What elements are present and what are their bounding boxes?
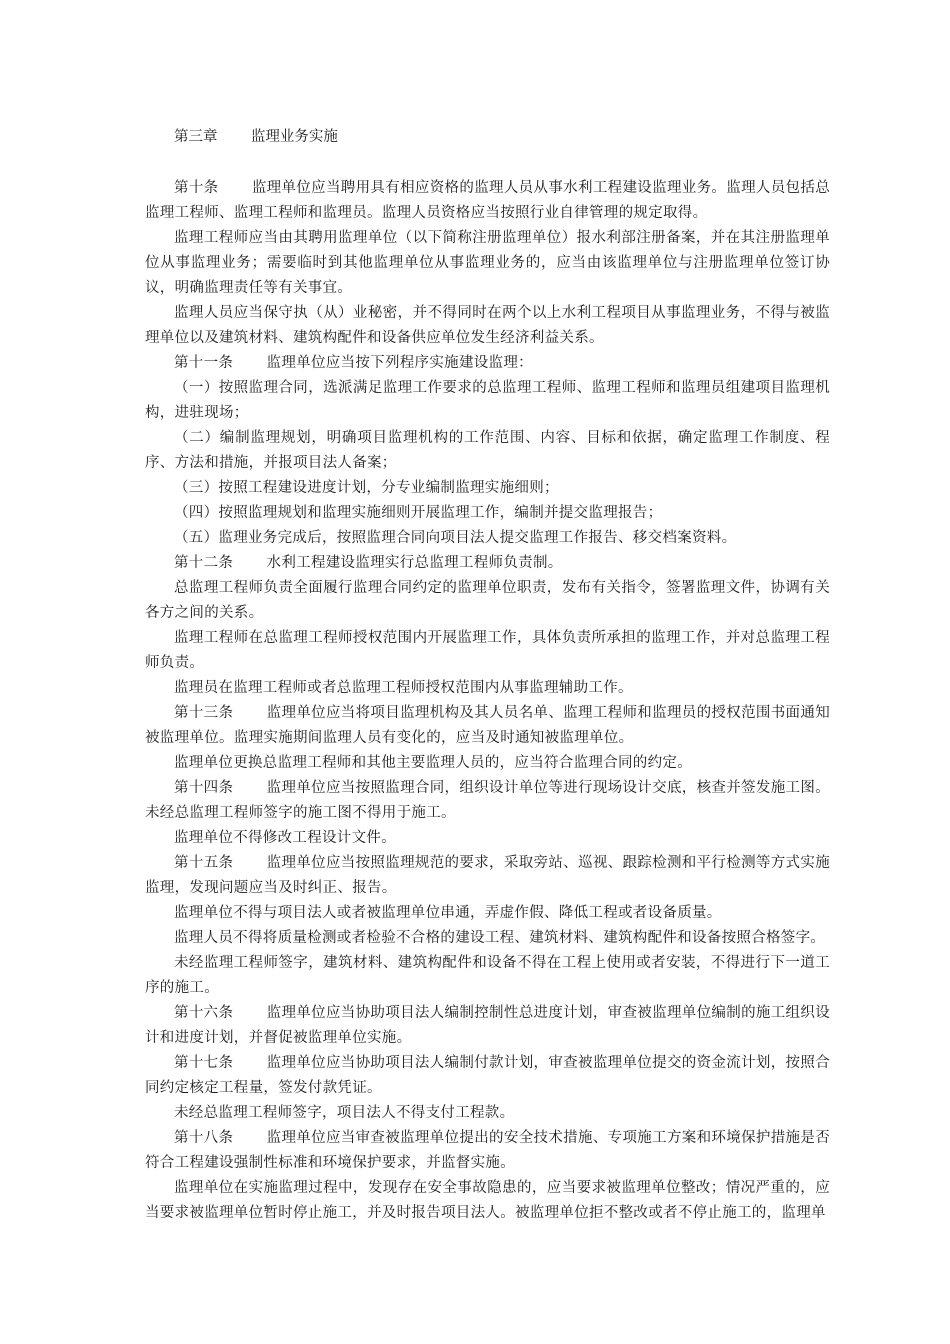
article-number: 第十六条 <box>174 1005 234 1021</box>
article-paragraph <box>145 626 830 676</box>
paragraph-text: 监理单位应当按下列程序实施建设监理： <box>266 355 533 371</box>
article-paragraph <box>145 826 830 851</box>
article-paragraph <box>145 476 830 501</box>
article-paragraph <box>145 1101 830 1126</box>
paragraph-text: 监理单位应当协助项目法人编制控制性总进度计划，审查被监理单位编制的施工组织设计和进度计划，并督促被监理单位实施。 <box>145 1005 830 1046</box>
chapter-heading <box>145 124 830 150</box>
article-paragraph <box>145 901 830 926</box>
paragraph-text: 监理单位更换总监理工程师和其他主要监理人员的，应当符合监理合同的约定。 <box>174 755 692 771</box>
article-number: 第十四条 <box>174 780 234 796</box>
document-body <box>145 176 830 1226</box>
article-paragraph <box>145 1126 830 1176</box>
article-paragraph <box>145 301 830 351</box>
article-paragraph <box>145 526 830 551</box>
article-number: 第十五条 <box>174 855 234 871</box>
paragraph-text: 水利工程建设监理实行总监理工程师负责制。 <box>266 555 563 571</box>
article-paragraph <box>145 226 830 301</box>
chapter-label: 第三章 <box>174 129 218 145</box>
article-paragraph <box>145 376 830 426</box>
paragraph-text: 监理工程师应当由其聘用监理单位（以下简称注册监理单位）报水利部注册备案，并在其注册监理单位从事监理业务；需要临时到其他监理单位从事监理业务的，应当由该监理单位与注册监理单位签订协议，明确监理责任等有关事宜。 <box>145 230 830 296</box>
paragraph-text: 监理人员不得将质量检测或者检验不合格的建设工程、建筑材料、建筑构配件和设备按照合格签字。 <box>174 930 826 946</box>
paragraph-text: 监理单位不得修改工程设计文件。 <box>174 830 396 846</box>
paragraph-text: 监理单位应当按照监理合同，组织设计单位等进行现场设计交底，核查并签发施工图。未经总监理工程师签字的施工图不得用于施工。 <box>145 780 830 821</box>
paragraph-text: 监理单位不得与项目法人或者被监理单位串通，弄虚作假、降低工程或者设备质量。 <box>174 905 722 921</box>
article-paragraph <box>145 176 830 226</box>
article-paragraph <box>145 576 830 626</box>
article-paragraph <box>145 1001 830 1051</box>
paragraph-text: （四）按照监理规划和监理实施细则开展监理工作，编制并提交监理报告； <box>174 505 663 521</box>
paragraph-text: 监理工程师在总监理工程师授权范围内开展监理工作，具体负责所承担的监理工作，并对总监理工程师负责。 <box>145 630 830 671</box>
paragraph-text: 监理员在监理工程师或者总监理工程师授权范围内从事监理辅助工作。 <box>174 680 633 696</box>
paragraph-text: 总监理工程师负责全面履行监理合同约定的监理单位职责，发布有关指令，签署监理文件，协调有关各方之间的关系。 <box>145 580 830 621</box>
article-number: 第十七条 <box>174 1055 234 1071</box>
paragraph-text: 未经总监理工程师签字，项目法人不得支付工程款。 <box>174 1105 515 1121</box>
paragraph-text: 监理单位应当审查被监理单位提出的安全技术措施、专项施工方案和环境保护措施是否符合工程建设强制性标准和环境保护要求，并监督实施。 <box>145 1130 830 1171</box>
paragraph-text: 监理单位应当聘用具有相应资格的监理人员从事水利工程建设监理业务。监理人员包括总监理工程师、监理工程师和监理员。监理人员资格应当按照行业自律管理的规定取得。 <box>145 180 830 221</box>
paragraph-text: 监理人员应当保守执（从）业秘密，并不得同时在两个以上水利工程项目从事监理业务，不得与被监理单位以及建筑材料、建筑构配件和设备供应单位发生经济利益关系。 <box>145 305 830 346</box>
article-number: 第十二条 <box>174 555 234 571</box>
article-number: 第十条 <box>174 180 219 196</box>
article-paragraph <box>145 751 830 776</box>
article-paragraph <box>145 426 830 476</box>
paragraph-text: （五）监理业务完成后，按照监理合同向项目法人提交监理工作报告、移交档案资料。 <box>174 530 737 546</box>
article-number: 第十三条 <box>174 705 234 721</box>
article-paragraph <box>145 501 830 526</box>
article-paragraph <box>145 351 830 376</box>
chapter-title: 监理业务实施 <box>250 129 338 145</box>
paragraph-text: （二）编制监理规划，明确项目监理机构的工作范围、内容、目标和依据，确定监理工作制度、程序、方法和措施，并报项目法人备案； <box>145 430 830 471</box>
article-number: 第十八条 <box>174 1130 234 1146</box>
paragraph-text: 监理单位在实施监理过程中，发现存在安全事故隐患的，应当要求被监理单位整改；情况严重的，应当要求被监理单位暂时停止施工，并及时报告项目法人。被监理单位拒不整改或者不停止施工的，监理单 <box>145 1180 830 1221</box>
article-paragraph <box>145 926 830 951</box>
article-paragraph <box>145 701 830 751</box>
paragraph-text: 监理单位应当按照监理规范的要求，采取旁站、巡视、跟踪检测和平行检测等方式实施监理，发现问题应当及时纠正、报告。 <box>145 855 830 896</box>
paragraph-text: （三）按照工程建设进度计划，分专业编制监理实施细则； <box>174 480 559 496</box>
article-paragraph <box>145 776 830 826</box>
article-paragraph <box>145 551 830 576</box>
paragraph-text: （一）按照监理合同，选派满足监理工作要求的总监理工程师、监理工程师和监理员组建项目监理机构，进驻现场； <box>145 380 830 421</box>
article-paragraph <box>145 676 830 701</box>
article-paragraph <box>145 951 830 1001</box>
article-paragraph <box>145 851 830 901</box>
paragraph-text: 未经监理工程师签字，建筑材料、建筑构配件和设备不得在工程上使用或者安装，不得进行下一道工序的施工。 <box>145 955 830 996</box>
paragraph-text: 监理单位应当将项目监理机构及其人员名单、监理工程师和监理员的授权范围书面通知被监理单位。监理实施期间监理人员有变化的，应当及时通知被监理单位。 <box>145 705 830 746</box>
article-paragraph <box>145 1051 830 1101</box>
article-number: 第十一条 <box>174 355 234 371</box>
paragraph-text: 监理单位应当协助项目法人编制付款计划，审查被监理单位提交的资金流计划，按照合同约定核定工程量，签发付款凭证。 <box>145 1055 830 1096</box>
article-paragraph <box>145 1176 830 1226</box>
